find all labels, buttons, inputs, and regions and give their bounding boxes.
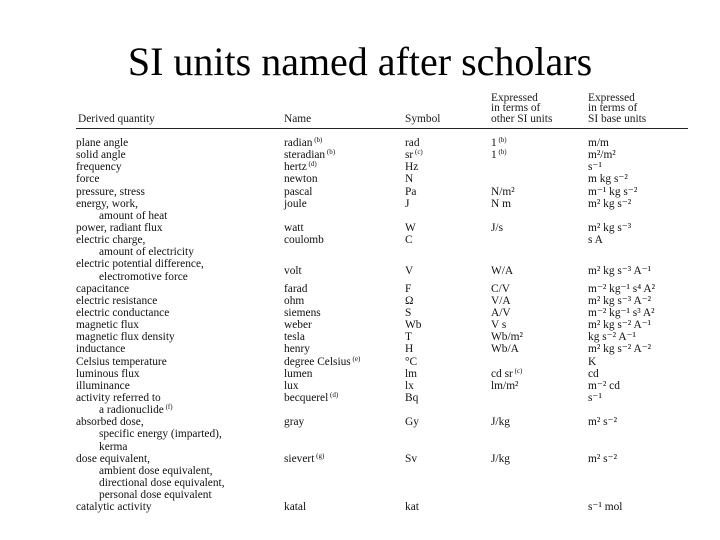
cell-name: gray <box>284 416 305 429</box>
cell-other-si-units: 1 $^{(b)}$ <box>491 148 507 162</box>
table-row <box>76 137 688 149</box>
cell-name: siemens <box>284 306 321 319</box>
cell-si-base-units: m/m <box>588 137 609 149</box>
cell-derived-quantity: electric resistance <box>76 294 158 307</box>
cell-si-base-units: m⁻² kg⁻¹ s⁴ A² <box>588 282 656 295</box>
cell-other-si-units: C/V <box>491 282 510 295</box>
cell-si-base-units: m² kg s⁻² A⁻² <box>588 343 652 356</box>
cell-name: lumen <box>284 367 313 380</box>
cell-derived-quantity: activity referred to <box>76 391 161 404</box>
cell-si-base-units: m² kg s⁻³ A⁻² <box>588 294 652 307</box>
cell-symbol: V <box>405 264 414 277</box>
cell-name: farad <box>284 282 308 295</box>
cell-name: steradian $^{(b)}$ <box>284 148 336 162</box>
cell-symbol: F <box>405 282 412 295</box>
cell-name: sievert $^{(g)}$ <box>284 451 325 465</box>
cell-si-base-units: m kg s⁻² <box>588 173 628 186</box>
cell-other-si-units: J/kg <box>491 452 510 465</box>
cell-symbol: rad <box>405 137 420 149</box>
cell-si-base-units: m⁻² kg⁻¹ s³ A² <box>588 306 655 319</box>
cell-name: pascal <box>284 185 313 198</box>
cell-other-si-units: Wb/A <box>491 343 519 356</box>
table-row <box>76 198 688 210</box>
header-derived-quantity: Derived quantity <box>78 112 155 125</box>
table-row <box>76 222 688 234</box>
cell-symbol: sr $^{(c)}$ <box>405 148 423 162</box>
cell-derived-quantity: electromotive force <box>99 270 188 283</box>
header-other-line-1: Expressed <box>491 91 538 104</box>
cell-name: volt <box>284 264 302 277</box>
cell-name: newton <box>284 173 318 186</box>
cell-symbol: °C <box>405 355 418 368</box>
table-row <box>76 307 688 319</box>
header-base-line-1: Expressed <box>588 91 635 104</box>
footnote-marker: (b) <box>496 136 507 144</box>
cell-si-base-units: kg s⁻² A⁻¹ <box>588 331 636 344</box>
cell-name: watt <box>284 221 304 234</box>
cell-name: coulomb <box>284 234 324 247</box>
cell-si-base-units: m² s⁻² <box>588 416 617 429</box>
table-row <box>76 343 688 355</box>
header-si-base-units <box>588 93 646 125</box>
cell-si-base-units: m² kg s⁻² A⁻¹ <box>588 319 652 332</box>
table-row <box>76 368 688 380</box>
cell-derived-quantity: force <box>76 173 100 186</box>
cell-name: hertz $^{(d)}$ <box>284 160 317 174</box>
footnote-marker: (f) <box>163 403 173 412</box>
cell-other-si-units: J/kg <box>491 416 510 429</box>
cell-derived-quantity: frequency <box>76 161 122 174</box>
cell-symbol: J <box>405 197 410 210</box>
footnote-marker: (e) <box>350 354 361 363</box>
cell-symbol: kat <box>405 501 419 514</box>
footnote-marker: (b) <box>325 148 336 157</box>
cell-symbol: S <box>405 306 412 319</box>
cell-name: joule <box>284 197 307 210</box>
table-row <box>76 319 688 331</box>
cell-derived-quantity: luminous flux <box>76 367 140 380</box>
cell-derived-quantity: kerma <box>99 440 128 453</box>
cell-derived-quantity: power, radiant flux <box>76 221 163 234</box>
cell-si-base-units: cd <box>588 367 599 380</box>
cell-other-si-units: 1 $^{(b)}$ <box>491 136 507 149</box>
cell-si-base-units: s⁻¹ <box>588 391 602 404</box>
cell-derived-quantity: Celsius temperature <box>76 355 167 368</box>
cell-derived-quantity: absorbed dose, <box>76 416 144 429</box>
table-body <box>76 129 688 513</box>
header-base-line-2: in terms of <box>588 102 638 114</box>
cell-name: radian $^{(b)}$ <box>284 136 323 149</box>
cell-symbol: H <box>405 343 414 356</box>
cell-symbol: T <box>405 331 412 344</box>
cell-derived-quantity: electric charge, <box>76 234 146 247</box>
cell-name: katal <box>284 501 307 514</box>
cell-derived-quantity: directional dose equivalent, <box>99 476 225 489</box>
cell-derived-quantity: pressure, stress <box>76 185 145 198</box>
cell-name: tesla <box>284 331 305 344</box>
cell-symbol: Hz <box>405 161 419 174</box>
table-row <box>76 380 688 392</box>
cell-si-base-units: s⁻¹ <box>588 161 602 174</box>
table-row <box>76 404 688 416</box>
cell-derived-quantity: personal dose equivalent <box>99 489 212 502</box>
cell-other-si-units: lm/m² <box>491 379 519 392</box>
cell-symbol: lm <box>405 367 418 380</box>
footnote-marker: (d) <box>328 390 339 399</box>
header-other-line-3: other SI units <box>491 112 553 125</box>
cell-si-base-units: m²/m² <box>588 149 616 162</box>
table-row <box>76 234 688 246</box>
cell-other-si-units: V/A <box>491 294 511 307</box>
cell-symbol: Sv <box>405 452 418 465</box>
cell-other-si-units: A/V <box>491 306 511 319</box>
cell-si-base-units: m² kg s⁻² <box>588 197 632 210</box>
table-row <box>76 477 688 489</box>
cell-symbol: Wb <box>405 319 422 332</box>
cell-si-base-units: m² kg s⁻³ A⁻¹ <box>588 264 652 277</box>
table-row <box>76 283 688 295</box>
header-symbol: Symbol <box>405 112 441 125</box>
cell-si-base-units: m² s⁻² <box>588 452 617 465</box>
cell-derived-quantity: dose equivalent, <box>76 452 151 465</box>
table-row <box>76 501 688 513</box>
cell-si-base-units: m⁻² cd <box>588 379 620 392</box>
table-header <box>76 86 688 129</box>
cell-other-si-units: Wb/m² <box>491 331 523 344</box>
cell-symbol: N <box>405 173 414 186</box>
table-row <box>76 453 688 465</box>
cell-derived-quantity: plane angle <box>76 137 129 149</box>
cell-si-base-units: s A <box>588 234 603 247</box>
table-row <box>76 428 688 440</box>
table-row <box>76 356 688 368</box>
cell-other-si-units: N/m² <box>491 185 515 198</box>
table-row <box>76 441 688 453</box>
cell-derived-quantity: capacitance <box>76 282 130 295</box>
si-units-table <box>76 86 688 513</box>
cell-symbol: W <box>405 221 416 234</box>
cell-derived-quantity: amount of electricity <box>99 246 194 259</box>
cell-si-base-units: m² kg s⁻³ <box>588 221 632 234</box>
cell-symbol: lx <box>405 379 414 392</box>
cell-derived-quantity: inductance <box>76 343 126 356</box>
header-name: Name <box>284 112 312 125</box>
cell-si-base-units: s⁻¹ mol <box>588 501 623 514</box>
table-row <box>76 331 688 343</box>
cell-other-si-units: W/A <box>491 264 514 277</box>
cell-other-si-units: V s <box>491 319 507 332</box>
cell-name: degree Celsius $^{(e)}$ <box>284 354 361 368</box>
cell-name: lux <box>284 379 299 392</box>
cell-derived-quantity: energy, work, <box>76 197 138 210</box>
cell-si-base-units: m⁻¹ kg s⁻² <box>588 185 638 198</box>
cell-symbol: Gy <box>405 416 419 429</box>
footnote-marker: (c) <box>413 148 423 157</box>
cell-name: weber <box>284 319 312 332</box>
cell-derived-quantity: ambient dose equivalent, <box>99 464 213 477</box>
cell-symbol: Bq <box>405 391 419 404</box>
cell-name: ohm <box>284 294 305 307</box>
cell-derived-quantity: specific energy (imparted), <box>99 428 222 441</box>
footnote-marker: (d) <box>306 160 317 169</box>
header-base-line-3: SI base units <box>588 112 647 125</box>
cell-symbol: C <box>405 234 413 247</box>
footnote-marker: (b) <box>496 148 507 157</box>
cell-name: becquerel $^{(d)}$ <box>284 390 339 404</box>
header-other-line-2: in terms of <box>491 102 541 114</box>
cell-derived-quantity: magnetic flux density <box>76 331 175 344</box>
footnote-marker: (c) <box>512 366 523 375</box>
slide-title: SI units named after scholars <box>127 39 593 84</box>
table-row <box>76 173 688 185</box>
table-row <box>76 246 688 258</box>
cell-derived-quantity: electric potential difference, <box>76 258 204 271</box>
cell-other-si-units: N m <box>491 197 511 210</box>
cell-derived-quantity: solid angle <box>76 149 126 162</box>
cell-other-si-units: cd sr $^{(c)}$ <box>491 366 523 380</box>
cell-derived-quantity: a radionuclide $^{(f)}$ <box>99 403 173 417</box>
table-row <box>76 210 688 222</box>
cell-si-base-units: K <box>588 355 597 368</box>
cell-name: henry <box>284 343 310 356</box>
footnote-marker: (b) <box>312 136 323 144</box>
cell-other-si-units: J/s <box>491 221 504 234</box>
table-row <box>76 416 688 428</box>
table-row <box>76 295 688 307</box>
table-row <box>76 161 688 173</box>
cell-derived-quantity: electric conductance <box>76 306 170 319</box>
cell-derived-quantity: catalytic activity <box>76 501 152 514</box>
cell-derived-quantity: magnetic flux <box>76 319 139 332</box>
table-row <box>76 489 688 501</box>
footnote-marker: (g) <box>314 451 325 460</box>
table-row <box>76 465 688 477</box>
header-other-si-units <box>491 93 552 125</box>
cell-derived-quantity: illuminance <box>76 379 130 392</box>
table-row <box>76 186 688 198</box>
cell-derived-quantity: amount of heat <box>99 209 168 222</box>
table-row <box>76 149 688 161</box>
cell-symbol: Pa <box>405 185 417 198</box>
cell-symbol: Ω <box>405 294 414 307</box>
